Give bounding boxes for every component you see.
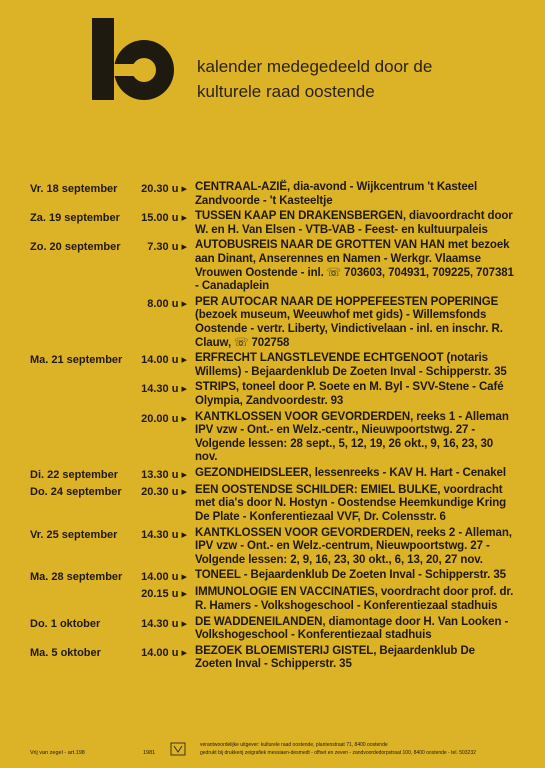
event-date: Do. 1 oktober — [30, 617, 101, 630]
event-date — [0, 296, 128, 297]
event-row — [0, 527, 545, 568]
printer-mark-icon — [170, 742, 186, 756]
event-date: Ma. 21 september — [30, 354, 123, 367]
event-date: Di. 22 september — [30, 468, 119, 481]
event-time: 20.00 u ▸ — [141, 412, 187, 425]
event-description: ERFRECHT LANGSTLEVENDE ECHTGENOOT (notaris Willems) - Bejaardenklub De Zoeten Inval - Schipperstr. 35 — [195, 352, 507, 378]
event-description: PER AUTOCAR NAAR DE HOPPEFEESTEN POPERINGE (bezoek museum, Weeuwhof met gids) - Willemsfonds Oostende - vertr. Liberty, Vindictivelaan - inl. en inschr. R. Clauw, ☏ 702758 — [195, 295, 503, 349]
event-row — [0, 352, 545, 379]
event-description: GEZONDHEIDSLEER, lessenreeks - KAV H. Hart - Cenakel — [195, 466, 506, 479]
title-line-2: kulturele raad oostende — [197, 82, 375, 101]
event-time: 8.00 u ▸ — [147, 297, 187, 310]
event-row — [0, 467, 545, 482]
event-description: DE WADDENEILANDEN, diamontage door H. Van Looken - Volkshogeschool - Konferentiezaal stadhuis — [195, 615, 509, 642]
event-row — [0, 239, 545, 293]
poster-title — [197, 54, 432, 104]
event-description: BEZOEK BLOEMISTERIJ GISTEL, Bejaardenklub De Zoeten Inval - Schipperstr. 35 — [195, 644, 475, 671]
event-time: 15.00 u ▸ — [141, 212, 187, 225]
event-row — [0, 411, 545, 465]
event-row — [0, 296, 545, 350]
event-row — [0, 586, 545, 613]
footer-stamp-note: Vrij van zegel - art.198 — [30, 750, 85, 756]
event-date: Vr. 25 september — [30, 528, 118, 541]
event-time: 20.30 u ▸ — [141, 183, 187, 195]
event-row — [0, 210, 545, 237]
event-row — [0, 569, 545, 584]
event-row — [0, 484, 545, 525]
event-time: 20.30 u ▸ — [141, 485, 187, 498]
event-description: STRIPS, toneel door P. Soete en M. Byl - SVV-Stene - Café Olympia, Zandvoordestr. 93 — [195, 381, 504, 407]
event-time: 14.30 u ▸ — [141, 617, 187, 630]
event-time: 20.15 u ▸ — [141, 588, 187, 601]
event-time: 7.30 u ▸ — [147, 241, 187, 254]
event-row — [0, 381, 545, 408]
footer — [0, 738, 545, 768]
event-time: 14.30 u ▸ — [141, 383, 187, 396]
event-description: KANTKLOSSEN VOOR GEVORDERDEN, reeks 1 - Alleman IPV vzw - Ont.- en Welz.-centr., Nieuwpoortstwg. 27 - Volgende lessen: 28 sept., 5, 12, 19, 26 okt., 9, 16, 23, 30 nov. — [195, 410, 509, 464]
event-time: 14.00 u ▸ — [141, 646, 187, 659]
event-description: KANTKLOSSEN VOOR GEVORDERDEN, reeks 2 - Alleman, IPV vzw - Ont.- en Welz.-centrum, Nieuwpoortstwg. 27 - Volgende lessen: 2, 9, 16, 23, 30 okt., 6, 13, 20, 27 nov. — [195, 526, 512, 566]
event-description: TONEEL - Bejaardenklub De Zoeten Inval - Schipperstr. 35 — [195, 569, 506, 582]
event-list — [0, 181, 545, 674]
footer-publisher — [200, 741, 530, 757]
event-date — [0, 586, 128, 587]
publisher-line-1: verantwoordelijke uitgever: kulturele raad oostende, plantenstraat 71, 8400 oostende — [200, 742, 388, 748]
event-row — [0, 645, 545, 672]
event-time: 14.00 u ▸ — [141, 354, 187, 367]
event-description: AUTOBUSREIS NAAR DE GROTTEN VAN HAN met bezoek aan Dinant, Anserennes en Namen - Werkgr. Vlaamse Vrouwen Oostende - inl. ☏ 703603, 704931, 709225, 707381 - Canadaplein — [195, 239, 514, 293]
event-time: 14.30 u ▸ — [141, 528, 187, 541]
title-line-1: kalender medegedeeld door de — [197, 57, 433, 76]
event-description: IMMUNOLOGIE EN VACCINATIES, voordracht door prof. dr. R. Hamers - Volkshogeschool - Konferentiezaal stadhuis — [195, 586, 514, 613]
event-date: Zo. 20 september — [30, 241, 121, 254]
event-date: Ma. 5 oktober — [30, 646, 101, 659]
footer-year: 1981 — [143, 750, 156, 756]
event-date: Za. 19 september — [30, 212, 120, 225]
event-description: EEN OOSTENDSE SCHILDER: EMIEL BULKE, voordracht met dia's door N. Hostyn - Oostendse Heemkundige Kring De Plate - Konferentiezaal VVF, Dr. Colensstr. 6 — [195, 483, 507, 524]
event-date — [0, 381, 128, 382]
publisher-line-2: gedrukt bij drukkerij zeigrafiek messiaen-desmedt - offset en zeven - zandvoordedorpstraat 100, 8400 oostende - tel. 503232 — [200, 750, 476, 756]
event-date: Ma. 28 september — [30, 571, 123, 584]
event-date: Do. 24 september — [30, 485, 122, 498]
event-description: TUSSEN KAAP EN DRAKENSBERGEN, diavoordracht door W. en H. Van Elsen - VTB-VAB - Feest- en kultuurpaleis — [195, 210, 513, 236]
event-time: 13.30 u ▸ — [141, 468, 187, 481]
event-date: Vr. 18 september — [30, 183, 118, 195]
event-date — [0, 411, 128, 412]
event-row — [0, 181, 545, 208]
event-time: 14.00 u ▸ — [141, 571, 187, 584]
kulturele-raad-logo — [92, 18, 182, 100]
event-row — [0, 616, 545, 643]
event-description: CENTRAAL-AZIË, dia-avond - Wijkcentrum 't Kasteel Zandvoorde - 't Kasteeltje — [195, 181, 478, 207]
